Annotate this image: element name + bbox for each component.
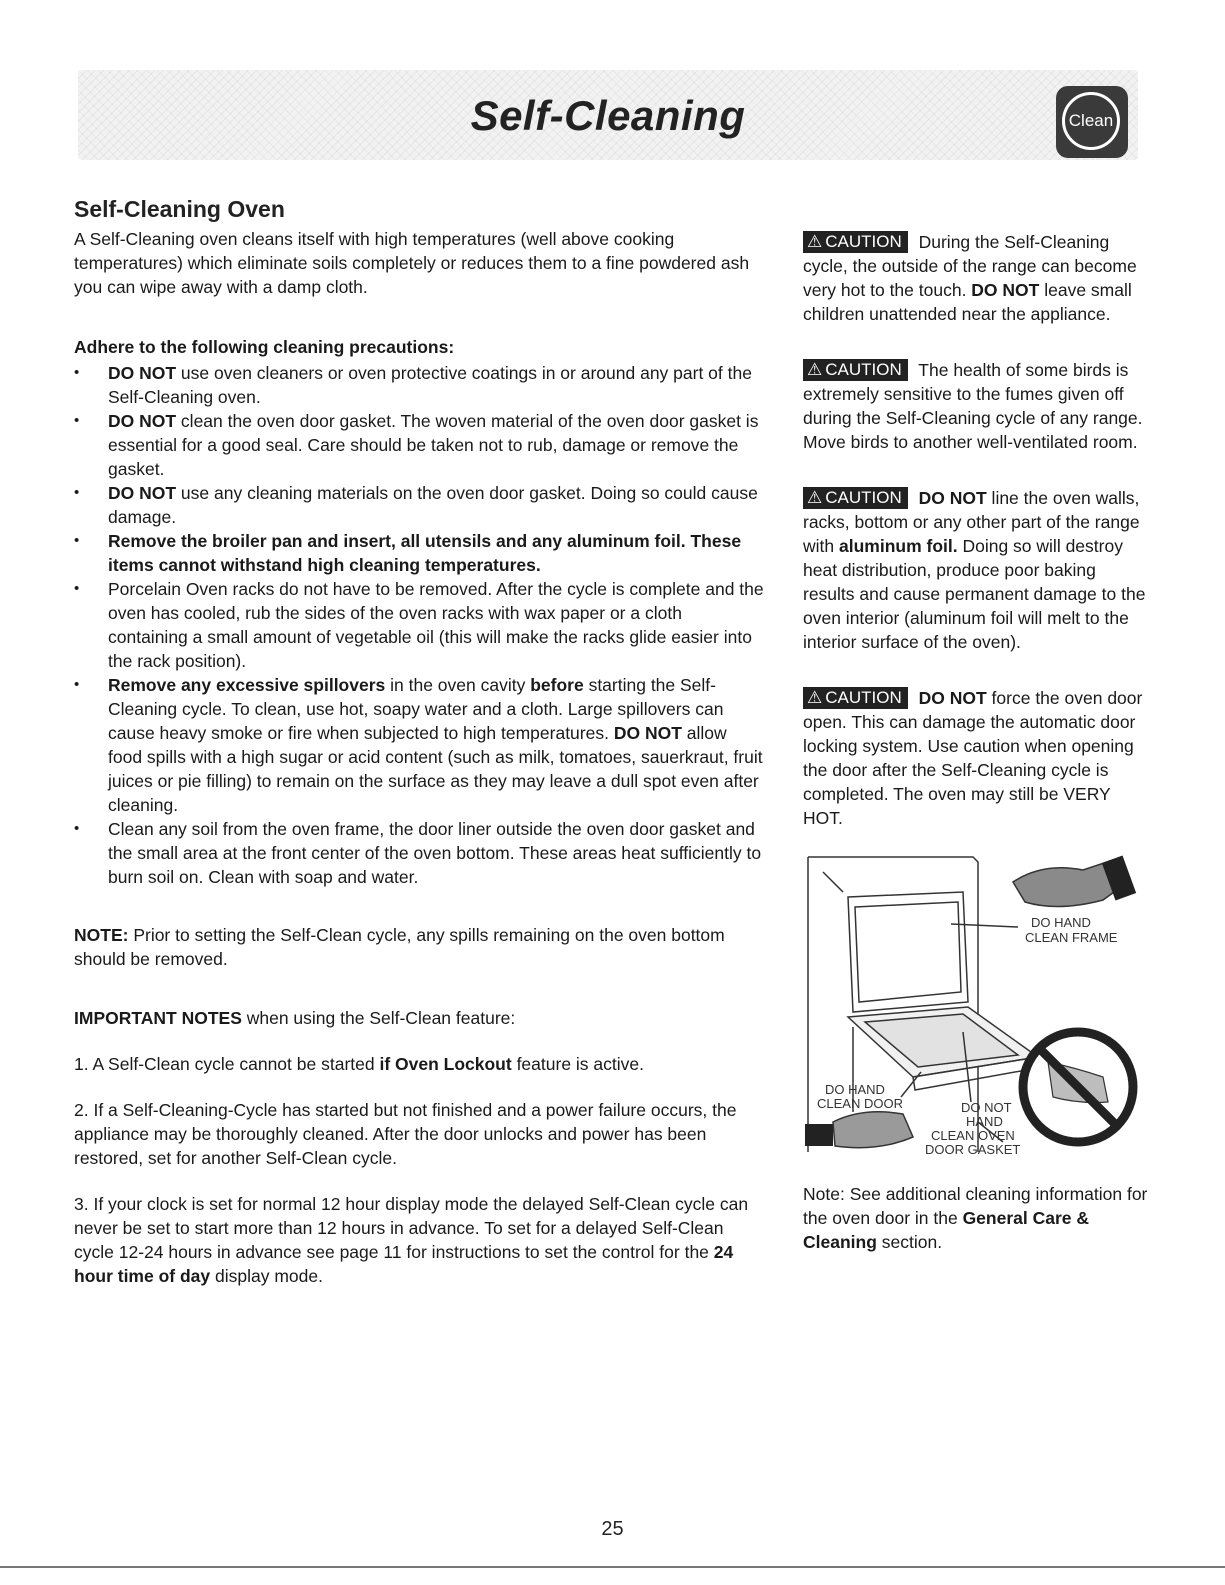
- important-note-1: 1. A Self-Clean cycle cannot be started if Oven Lockout feature is active.: [74, 1054, 644, 1074]
- intro-paragraph: A Self-Cleaning oven cleans itself with high temperatures (well above cooking temperatures) which eliminate soils completely or reduces them to a fine powdered ash you can wipe away with a damp cloth.: [74, 229, 750, 297]
- gasket-label-line2: HAND: [966, 1114, 1003, 1129]
- warning-triangle-icon: ⚠: [807, 688, 823, 707]
- precautions-list: [74, 361, 764, 889]
- list-item: • Clean any soil from the oven frame, the door liner outside the oven door gasket and the small area at the front center of the oven bottom. These areas heat sufficiently to burn soil on. Clean with soap and water.: [74, 817, 764, 889]
- warning-triangle-icon: ⚠: [807, 232, 823, 251]
- oven-cleaning-illustration: [803, 852, 1138, 1172]
- gloved-hand-icon: [805, 1112, 913, 1148]
- left-column: [74, 196, 764, 1288]
- caution-note-1: ⚠ CAUTION During the Self-Cleaning cycle, the outside of the range can become very hot to the touch. DO NOT leave small children unattended near the appliance.: [803, 232, 1137, 324]
- gloved-hand-icon: [1013, 855, 1136, 906]
- door-label-line1: DO HAND: [825, 1082, 885, 1097]
- list-item: • Porcelain Oven racks do not have to be removed. After the cycle is complete and the oven has cooled, rub the sides of the oven racks with wax paper or a cloth containing a small amount of vegetable oil (this will make the racks glide easier into the rack position).: [74, 577, 764, 673]
- list-item: • DO NOT use any cleaning materials on the oven door gasket. Doing so could cause damage.: [74, 481, 764, 529]
- clean-badge-icon: [1056, 86, 1128, 158]
- list-item: • DO NOT use oven cleaners or oven protective coatings in or around any part of the Self-Cleaning oven.: [74, 361, 764, 409]
- caution-badge: ⚠ CAUTION: [803, 687, 908, 709]
- caution-badge: ⚠ CAUTION: [803, 359, 908, 381]
- warning-triangle-icon: ⚠: [807, 488, 823, 507]
- caution-badge: ⚠ CAUTION: [803, 231, 908, 253]
- caution-note-4: ⚠ CAUTION DO NOT force the oven door open. This can damage the automatic door locking system. Use caution when opening the door after the Self-Cleaning cycle is completed. The oven may still be VERY HOT.: [803, 688, 1143, 828]
- precautions-heading: Adhere to the following cleaning precautions:: [74, 337, 455, 357]
- important-note-2: 2. If a Self-Cleaning-Cycle has started but not finished and a power failure occurs, the appliance may be thoroughly cleaned. After the door unlocks and power has been restored, set for another Self-Clean cycle.: [74, 1100, 737, 1168]
- door-label-line2: CLEAN DOOR: [817, 1096, 903, 1111]
- list-item: • DO NOT clean the oven door gasket. The woven material of the oven door gasket is essential for a good seal. Care should be taken not to rub, damage or remove the gasket.: [74, 409, 764, 481]
- important-notes-heading: IMPORTANT NOTES when using the Self-Clean feature:: [74, 1008, 516, 1028]
- caution-note-3: ⚠ CAUTION DO NOT line the oven walls, racks, bottom or any other part of the range with aluminum foil. Doing so will destroy heat distribution, produce poor baking results and cause permanent damage to the oven interior (aluminum foil will melt to the interior surface of the oven).: [803, 488, 1146, 652]
- gasket-label-line3: CLEAN OVEN: [931, 1128, 1015, 1143]
- caution-note-2: ⚠ CAUTION The health of some birds is extremely sensitive to the fumes given off during the Self-Cleaning cycle of any range. Move birds to another well-ventilated room.: [803, 360, 1143, 452]
- clean-badge-label: Clean: [1062, 92, 1120, 150]
- gasket-label-line1: DO NOT: [961, 1100, 1012, 1115]
- gasket-label-line4: DOOR GASKET: [925, 1142, 1021, 1157]
- warning-triangle-icon: ⚠: [807, 360, 823, 379]
- bottom-rule: [0, 1566, 1225, 1568]
- frame-label-line1: DO HAND: [1031, 915, 1091, 930]
- page-title: Self-Cleaning: [470, 92, 746, 139]
- note-paragraph: NOTE: Prior to setting the Self-Clean cycle, any spills remaining on the oven bottom should be removed.: [74, 925, 725, 969]
- section-heading: Self-Cleaning Oven: [74, 196, 285, 222]
- frame-label-line2: CLEAN FRAME: [1025, 930, 1118, 945]
- right-column: [803, 230, 1148, 1254]
- prohibition-icon: [1023, 1032, 1133, 1142]
- page-number: 25: [601, 1518, 624, 1540]
- list-item: • Remove the broiler pan and insert, all utensils and any aluminum foil. These items cannot withstand high cleaning temperatures.: [74, 529, 764, 577]
- caution-badge: ⚠ CAUTION: [803, 487, 908, 509]
- list-item: • Remove any excessive spillovers in the oven cavity before starting the Self-Cleaning cycle. To clean, use hot, soapy water and a cloth. Large spillovers can cause heavy smoke or fire when subjected to high temperatures. DO NOT allow food spills with a high sugar or acid content (such as milk, tomatoes, sauerkraut, fruit juices or pie filling) to remain on the surface as they may leave a dull spot even after cleaning.: [74, 673, 764, 817]
- important-note-3: 3. If your clock is set for normal 12 hour display mode the delayed Self-Clean cycle can never be set to start more than 12 hours in advance. To set for a delayed Self-Clean cycle 12-24 hours in advance see page 11 for instructions to set the control for the 24 hour time of day display mode.: [74, 1194, 749, 1286]
- figure-note: Note: See additional cleaning information for the oven door in the General Care & Cleaning section.: [803, 1184, 1148, 1252]
- header-banner: [78, 70, 1138, 160]
